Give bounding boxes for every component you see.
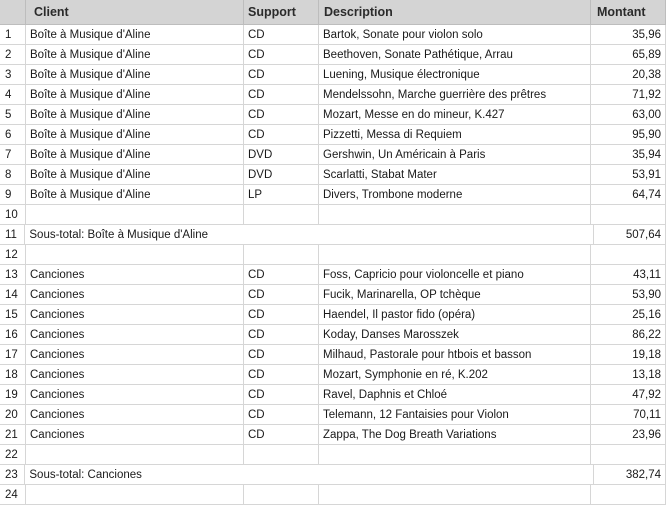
row-number-cell[interactable]: 21 [0,425,26,444]
description-cell[interactable]: Beethoven, Sonate Pathétique, Arrau [319,45,591,64]
table-row[interactable] [0,45,666,65]
description-cell[interactable]: Mozart, Messe en do mineur, K.427 [319,105,591,124]
client-cell[interactable] [26,485,244,504]
column-header-amount[interactable]: Montant [591,0,666,24]
subtotal-label-cell[interactable]: Sous-total: Canciones [25,465,593,484]
amount-cell[interactable]: 63,00 [591,105,666,124]
row-number-cell[interactable]: 22 [0,445,26,464]
amount-cell[interactable]: 23,96 [591,425,666,444]
amount-cell[interactable] [591,445,666,464]
client-cell[interactable]: Boîte à Musique d'Aline [26,145,244,164]
amount-cell[interactable]: 53,91 [591,165,666,184]
table-row[interactable] [0,365,666,385]
table-row[interactable] [0,265,666,285]
client-cell[interactable]: Canciones [26,285,244,304]
row-number-cell[interactable]: 24 [0,485,26,504]
client-cell[interactable]: Canciones [26,325,244,344]
row-number-cell[interactable]: 16 [0,325,26,344]
table-row[interactable] [0,385,666,405]
support-cell[interactable]: CD [244,105,319,124]
row-number-cell[interactable]: 9 [0,185,26,204]
client-cell[interactable]: Boîte à Musique d'Aline [26,65,244,84]
client-cell[interactable]: Boîte à Musique d'Aline [26,25,244,44]
support-cell[interactable]: CD [244,385,319,404]
amount-cell[interactable]: 25,16 [591,305,666,324]
description-cell[interactable] [319,245,591,264]
support-cell[interactable]: LP [244,185,319,204]
subtotal-label-cell[interactable]: Sous-total: Boîte à Musique d'Aline [25,225,593,244]
support-cell[interactable]: CD [244,85,319,104]
client-cell[interactable]: Canciones [26,345,244,364]
table-row[interactable] [0,145,666,165]
table-row[interactable] [0,85,666,105]
description-cell[interactable]: Pizzetti, Messa di Requiem [319,125,591,144]
description-cell[interactable]: Foss, Capricio pour violoncelle et piano [319,265,591,284]
table-row[interactable] [0,165,666,185]
amount-cell[interactable]: 70,11 [591,405,666,424]
row-number-cell[interactable]: 6 [0,125,26,144]
table-row[interactable] [0,325,666,345]
description-cell[interactable]: Scarlatti, Stabat Mater [319,165,591,184]
support-cell[interactable]: CD [244,325,319,344]
table-row[interactable] [0,485,666,505]
row-number-cell[interactable]: 11 [0,225,25,244]
description-cell[interactable]: Bartok, Sonate pour violon solo [319,25,591,44]
amount-cell[interactable]: 13,18 [591,365,666,384]
support-cell[interactable]: CD [244,365,319,384]
amount-cell[interactable]: 65,89 [591,45,666,64]
row-number-cell[interactable]: 8 [0,165,26,184]
description-cell[interactable]: Ravel, Daphnis et Chloé [319,385,591,404]
client-cell[interactable]: Canciones [26,305,244,324]
amount-cell[interactable]: 20,38 [591,65,666,84]
table-row[interactable] [0,185,666,205]
table-row[interactable] [0,425,666,445]
row-number-cell[interactable]: 15 [0,305,26,324]
description-cell[interactable]: Milhaud, Pastorale pour htbois et basson [319,345,591,364]
amount-cell[interactable]: 64,74 [591,185,666,204]
client-cell[interactable]: Boîte à Musique d'Aline [26,105,244,124]
table-row[interactable] [0,105,666,125]
support-cell[interactable] [244,205,319,224]
column-header-support[interactable]: Support [244,0,319,24]
table-row[interactable] [0,305,666,325]
client-cell[interactable] [26,205,244,224]
row-number-cell[interactable]: 10 [0,205,26,224]
table-row[interactable] [0,285,666,305]
row-number-cell[interactable]: 7 [0,145,26,164]
description-cell[interactable]: Koday, Danses Marosszek [319,325,591,344]
client-cell[interactable]: Canciones [26,425,244,444]
column-header-description[interactable]: Description [319,0,591,24]
amount-cell[interactable]: 53,90 [591,285,666,304]
column-header-row-number[interactable] [0,0,26,24]
support-cell[interactable]: CD [244,65,319,84]
amount-cell[interactable] [591,205,666,224]
row-number-cell[interactable]: 19 [0,385,26,404]
description-cell[interactable]: Haendel, Il pastor fido (opéra) [319,305,591,324]
client-cell[interactable]: Canciones [26,365,244,384]
subtotal-row[interactable] [0,225,666,245]
grid-body [0,25,666,505]
amount-cell[interactable]: 35,96 [591,25,666,44]
description-cell[interactable]: Mozart, Symphonie en ré, K.202 [319,365,591,384]
amount-cell[interactable]: 19,18 [591,345,666,364]
support-cell[interactable]: CD [244,405,319,424]
client-cell[interactable]: Boîte à Musique d'Aline [26,125,244,144]
support-cell[interactable] [244,445,319,464]
description-cell[interactable]: Luening, Musique électronique [319,65,591,84]
description-cell[interactable] [319,485,591,504]
amount-cell[interactable]: 43,11 [591,265,666,284]
support-cell[interactable]: CD [244,125,319,144]
table-row[interactable] [0,125,666,145]
table-row[interactable] [0,405,666,425]
support-cell[interactable]: CD [244,425,319,444]
support-cell[interactable]: CD [244,305,319,324]
description-cell[interactable]: Mendelssohn, Marche guerrière des prêtres [319,85,591,104]
client-cell[interactable]: Boîte à Musique d'Aline [26,185,244,204]
amount-cell[interactable]: 86,22 [591,325,666,344]
description-cell[interactable]: Telemann, 12 Fantaisies pour Violon [319,405,591,424]
support-cell[interactable]: CD [244,45,319,64]
row-number-cell[interactable]: 14 [0,285,26,304]
support-cell[interactable] [244,245,319,264]
client-cell[interactable]: Boîte à Musique d'Aline [26,45,244,64]
amount-cell[interactable]: 71,92 [591,85,666,104]
support-cell[interactable]: DVD [244,145,319,164]
amount-cell[interactable] [591,485,666,504]
description-cell[interactable] [319,205,591,224]
table-row[interactable] [0,25,666,45]
support-cell[interactable]: DVD [244,165,319,184]
row-number-cell[interactable]: 2 [0,45,26,64]
row-number-cell[interactable]: 23 [0,465,25,484]
description-cell[interactable] [319,445,591,464]
amount-cell[interactable]: 507,64 [594,225,666,244]
table-row[interactable] [0,445,666,465]
client-cell[interactable]: Canciones [26,405,244,424]
row-number-cell[interactable]: 17 [0,345,26,364]
support-cell[interactable]: CD [244,345,319,364]
amount-cell[interactable]: 35,94 [591,145,666,164]
support-cell[interactable]: CD [244,285,319,304]
row-number-cell[interactable]: 18 [0,365,26,384]
amount-cell[interactable] [591,245,666,264]
row-number-cell[interactable]: 3 [0,65,26,84]
description-cell[interactable]: Fucik, Marinarella, OP tchèque [319,285,591,304]
description-cell[interactable]: Gershwin, Un Américain à Paris [319,145,591,164]
row-number-cell[interactable]: 13 [0,265,26,284]
support-cell[interactable]: CD [244,25,319,44]
table-row[interactable] [0,245,666,265]
client-cell[interactable]: Boîte à Musique d'Aline [26,165,244,184]
amount-cell[interactable]: 382,74 [594,465,666,484]
subtotal-row[interactable] [0,465,666,485]
column-header-client[interactable]: Client [26,0,244,24]
table-row[interactable] [0,65,666,85]
row-number-cell[interactable]: 4 [0,85,26,104]
row-number-cell[interactable]: 12 [0,245,26,264]
support-cell[interactable]: CD [244,265,319,284]
description-cell[interactable]: Divers, Trombone moderne [319,185,591,204]
row-number-cell[interactable]: 1 [0,25,26,44]
support-cell[interactable] [244,485,319,504]
client-cell[interactable]: Canciones [26,385,244,404]
client-cell[interactable]: Boîte à Musique d'Aline [26,85,244,104]
client-cell[interactable] [26,245,244,264]
row-number-cell[interactable]: 5 [0,105,26,124]
description-cell[interactable]: Zappa, The Dog Breath Variations [319,425,591,444]
row-number-cell[interactable]: 20 [0,405,26,424]
client-cell[interactable] [26,445,244,464]
client-cell[interactable]: Canciones [26,265,244,284]
table-row[interactable] [0,345,666,365]
amount-cell[interactable]: 47,92 [591,385,666,404]
table-row[interactable] [0,205,666,225]
amount-cell[interactable]: 95,90 [591,125,666,144]
column-header-row [0,0,666,25]
